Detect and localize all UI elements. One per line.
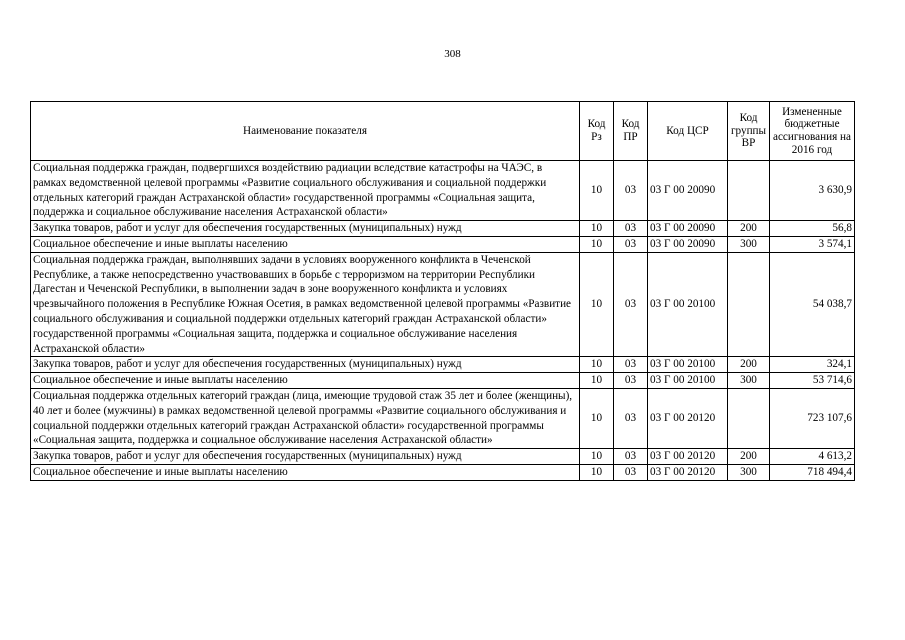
header-rz: Код Рз xyxy=(580,102,614,161)
row-csr: 03 Г 00 20120 xyxy=(648,449,728,465)
row-pr: 03 xyxy=(614,373,648,389)
header-csr: Код ЦСР xyxy=(648,102,728,161)
row-csr: 03 Г 00 20120 xyxy=(648,388,728,448)
row-rz: 10 xyxy=(580,449,614,465)
row-vr: 300 xyxy=(728,373,770,389)
row-name: Социальное обеспечение и иные выплаты населению xyxy=(31,373,580,389)
row-rz: 10 xyxy=(580,161,614,221)
row-vr: 200 xyxy=(728,449,770,465)
row-csr: 03 Г 00 20100 xyxy=(648,373,728,389)
table-row xyxy=(31,388,855,448)
row-csr: 03 Г 00 20120 xyxy=(648,464,728,480)
page-number: 308 xyxy=(444,48,461,60)
row-pr: 03 xyxy=(614,221,648,237)
row-amount: 4 613,2 xyxy=(770,449,855,465)
row-amount: 324,1 xyxy=(770,357,855,373)
row-name: Закупка товаров, работ и услуг для обеспечения государственных (муниципальных) нужд xyxy=(31,357,580,373)
row-name: Социальная поддержка граждан, подвергшихся воздействию радиации вследствие катастрофы на ЧАЭС, в рамках ведомственной целевой программы «Развитие социального обслуживания и социальной поддержки отдельных категорий граждан Астраханской области» государственной программы «Социальная защита, поддержка и социальное обслуживание населения Астраханской области» xyxy=(31,161,580,221)
row-vr: 200 xyxy=(728,221,770,237)
row-name: Социальное обеспечение и иные выплаты населению xyxy=(31,464,580,480)
row-pr: 03 xyxy=(614,388,648,448)
row-name: Социальная поддержка граждан, выполнявших задачи в условиях вооруженного конфликта в Чеченской Республике, а также непосредственно участвовавших в борьбе с терроризмом на территории Республики Дагестан и Чеченской Республики, в выполнении задач в зоне вооруженного конфликта и условиях чрезвычайного положения в Республике Южная Осетия, в рамках ведомственной целевой программы «Развитие социального обслуживания и социальной поддержки отдельных категорий граждан Астраханской области» государственной программы «Социальная защита, поддержка и социальное обслуживание населения Астраханской области» xyxy=(31,252,580,357)
row-name: Социальное обеспечение и иные выплаты населению xyxy=(31,236,580,252)
row-name: Закупка товаров, работ и услуг для обеспечения государственных (муниципальных) нужд xyxy=(31,221,580,237)
header-name: Наименование показателя xyxy=(31,102,580,161)
table-row xyxy=(31,449,855,465)
table-row xyxy=(31,252,855,357)
row-name: Социальная поддержка отдельных категорий граждан (лица, имеющие трудовой стаж 35 лет и более (женщины), 40 лет и более (мужчины) в рамках ведомственной целевой программы «Развитие социального обслуживания и социальной поддержки отдельных категорий граждан Астраханской области» государственной программы «Социальная защита, поддержка и социальное обслуживание населения Астраханской области» xyxy=(31,388,580,448)
table-row xyxy=(31,357,855,373)
header-vr: Код группы ВР xyxy=(728,102,770,161)
row-vr xyxy=(728,388,770,448)
row-pr: 03 xyxy=(614,252,648,357)
row-pr: 03 xyxy=(614,357,648,373)
table-row xyxy=(31,373,855,389)
row-vr xyxy=(728,161,770,221)
header-amount: Измененные бюджетные ассигнования на 2016 год xyxy=(770,102,855,161)
row-amount: 54 038,7 xyxy=(770,252,855,357)
row-rz: 10 xyxy=(580,388,614,448)
row-pr: 03 xyxy=(614,236,648,252)
row-vr: 300 xyxy=(728,464,770,480)
row-name: Закупка товаров, работ и услуг для обеспечения государственных (муниципальных) нужд xyxy=(31,449,580,465)
row-csr: 03 Г 00 20090 xyxy=(648,221,728,237)
row-csr: 03 Г 00 20100 xyxy=(648,357,728,373)
row-pr: 03 xyxy=(614,449,648,465)
row-rz: 10 xyxy=(580,464,614,480)
row-csr: 03 Г 00 20090 xyxy=(648,161,728,221)
row-rz: 10 xyxy=(580,252,614,357)
table-header-row xyxy=(31,102,855,161)
row-amount: 56,8 xyxy=(770,221,855,237)
table-row xyxy=(31,236,855,252)
table-row xyxy=(31,161,855,221)
row-amount: 718 494,4 xyxy=(770,464,855,480)
budget-table xyxy=(30,101,855,481)
header-pr: Код ПР xyxy=(614,102,648,161)
row-rz: 10 xyxy=(580,373,614,389)
row-amount: 53 714,6 xyxy=(770,373,855,389)
row-amount: 3 574,1 xyxy=(770,236,855,252)
row-vr xyxy=(728,252,770,357)
row-pr: 03 xyxy=(614,161,648,221)
row-vr: 300 xyxy=(728,236,770,252)
row-vr: 200 xyxy=(728,357,770,373)
row-csr: 03 Г 00 20090 xyxy=(648,236,728,252)
row-csr: 03 Г 00 20100 xyxy=(648,252,728,357)
row-amount: 3 630,9 xyxy=(770,161,855,221)
table-row xyxy=(31,221,855,237)
row-rz: 10 xyxy=(580,221,614,237)
row-amount: 723 107,6 xyxy=(770,388,855,448)
row-rz: 10 xyxy=(580,236,614,252)
table-row xyxy=(31,464,855,480)
row-rz: 10 xyxy=(580,357,614,373)
row-pr: 03 xyxy=(614,464,648,480)
